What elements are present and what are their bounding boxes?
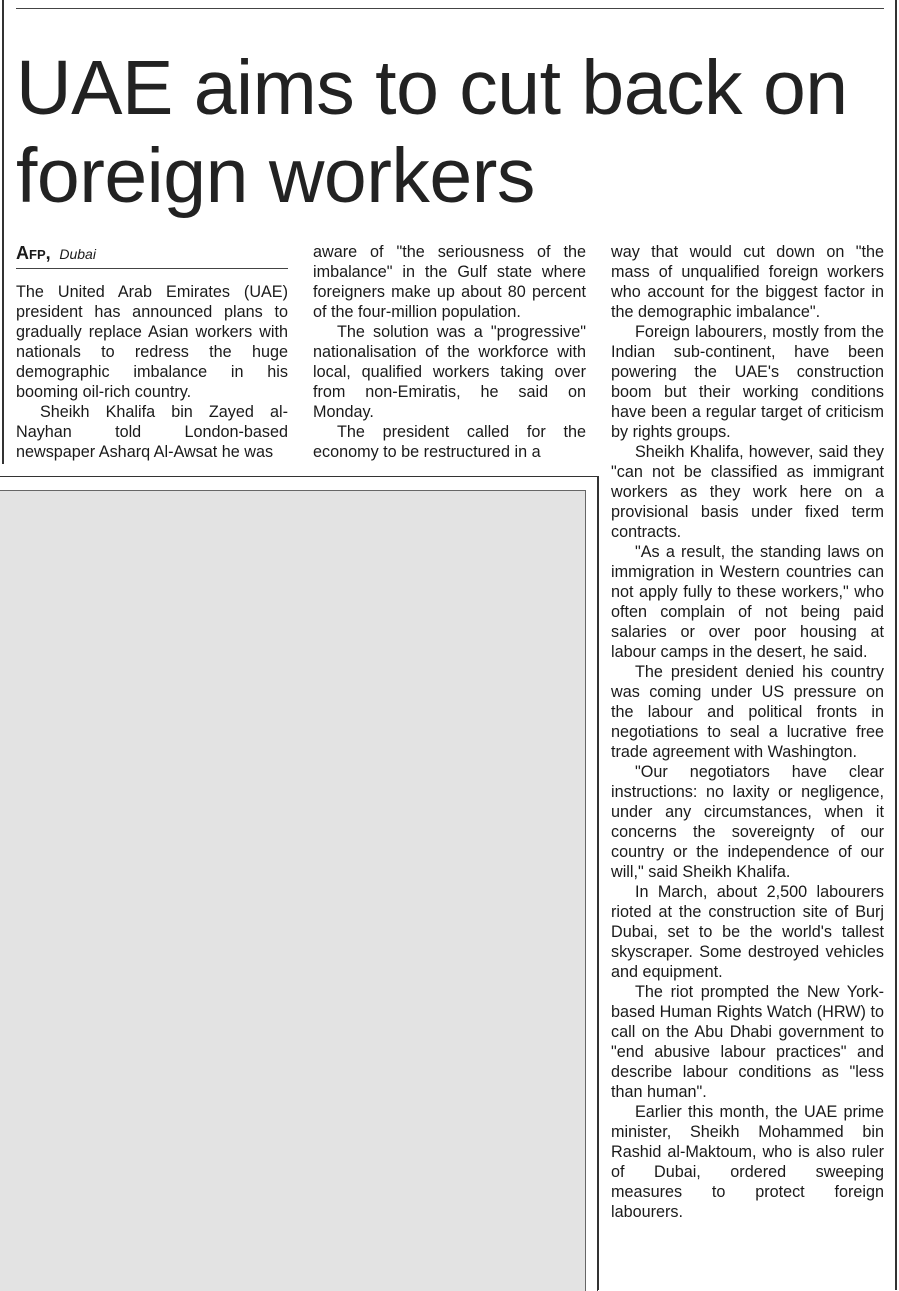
- paragraph: Earlier this month, the UAE prime minister, Sheikh Mohammed bin Rashid al-Maktoum, who is also ruler of Dubai, ordered sweeping measures to protect foreign labourers.: [611, 1103, 884, 1221]
- article-column-2: [313, 242, 586, 462]
- article-column-3: [611, 242, 884, 1222]
- paragraph: In March, about 2,500 labourers rioted at the construction site of Burj Dubai, set to be the world's tallest skyscraper. Some destroyed vehicles and equipment.: [611, 883, 884, 981]
- page-frame-left: [2, 0, 4, 464]
- paragraph: The United Arab Emirates (UAE) president has announced plans to gradually replace Asian workers with nationals to redress the huge demographic imbalance in his booming oil-rich country.: [16, 283, 288, 401]
- top-rule: [16, 8, 884, 9]
- paragraph: aware of "the seriousness of the imbalance" in the Gulf state where foreigners make up about 80 percent of the four-million population.: [313, 243, 586, 321]
- byline-agency: Afp,: [16, 243, 51, 263]
- paragraph: The riot prompted the New York-based Human Rights Watch (HRW) to call on the Abu Dhabi government to "end abusive labour practices" and describe labour conditions as "less than human".: [611, 983, 884, 1101]
- paragraph: Sheikh Khalifa, however, said they "can not be classified as immigrant workers as they work here on a provisional basis under fixed term contracts.: [611, 443, 884, 541]
- paragraph: way that would cut down on "the mass of unqualified foreign workers who account for the biggest factor in the demographic imbalance".: [611, 243, 884, 321]
- article-column-1: [16, 282, 288, 462]
- paragraph: Sheikh Khalifa bin Zayed al-Nayhan told London-based newspaper Asharq Al-Awsat he was: [16, 403, 288, 461]
- paragraph: The president denied his country was coming under US pressure on the labour and political fronts in negotiations to seal a lucrative free trade agreement with Washington.: [611, 663, 884, 761]
- paragraph: The president called for the economy to be restructured in a: [313, 423, 586, 461]
- column-divider: [598, 476, 599, 1290]
- paragraph: Foreign labourers, mostly from the Indian sub-continent, have been powering the UAE's construction boom but their working conditions have been a regular target of criticism by rights groups.: [611, 323, 884, 441]
- headline: UAE aims to cut back on foreign workers: [16, 45, 848, 219]
- paragraph: The solution was a "progressive" nationalisation of the workforce with local, qualified workers taking over from non-Emiratis, he said on Monday.: [313, 323, 586, 421]
- photo-placeholder: [0, 490, 586, 1291]
- page-frame-right: [895, 0, 897, 1290]
- dateline: [16, 242, 288, 269]
- byline-place: Dubai: [59, 246, 96, 262]
- paragraph: "Our negotiators have clear instructions: no laxity or negligence, under any circumstances, when it concerns the sovereignty of our country or the independence of our will," said Sheikh Khalifa.: [611, 763, 884, 881]
- paragraph: "As a result, the standing laws on immigration in Western countries can not apply fully to these workers," who often complain of not being paid salaries or over poor housing at labour camps in the desert, he said.: [611, 543, 884, 661]
